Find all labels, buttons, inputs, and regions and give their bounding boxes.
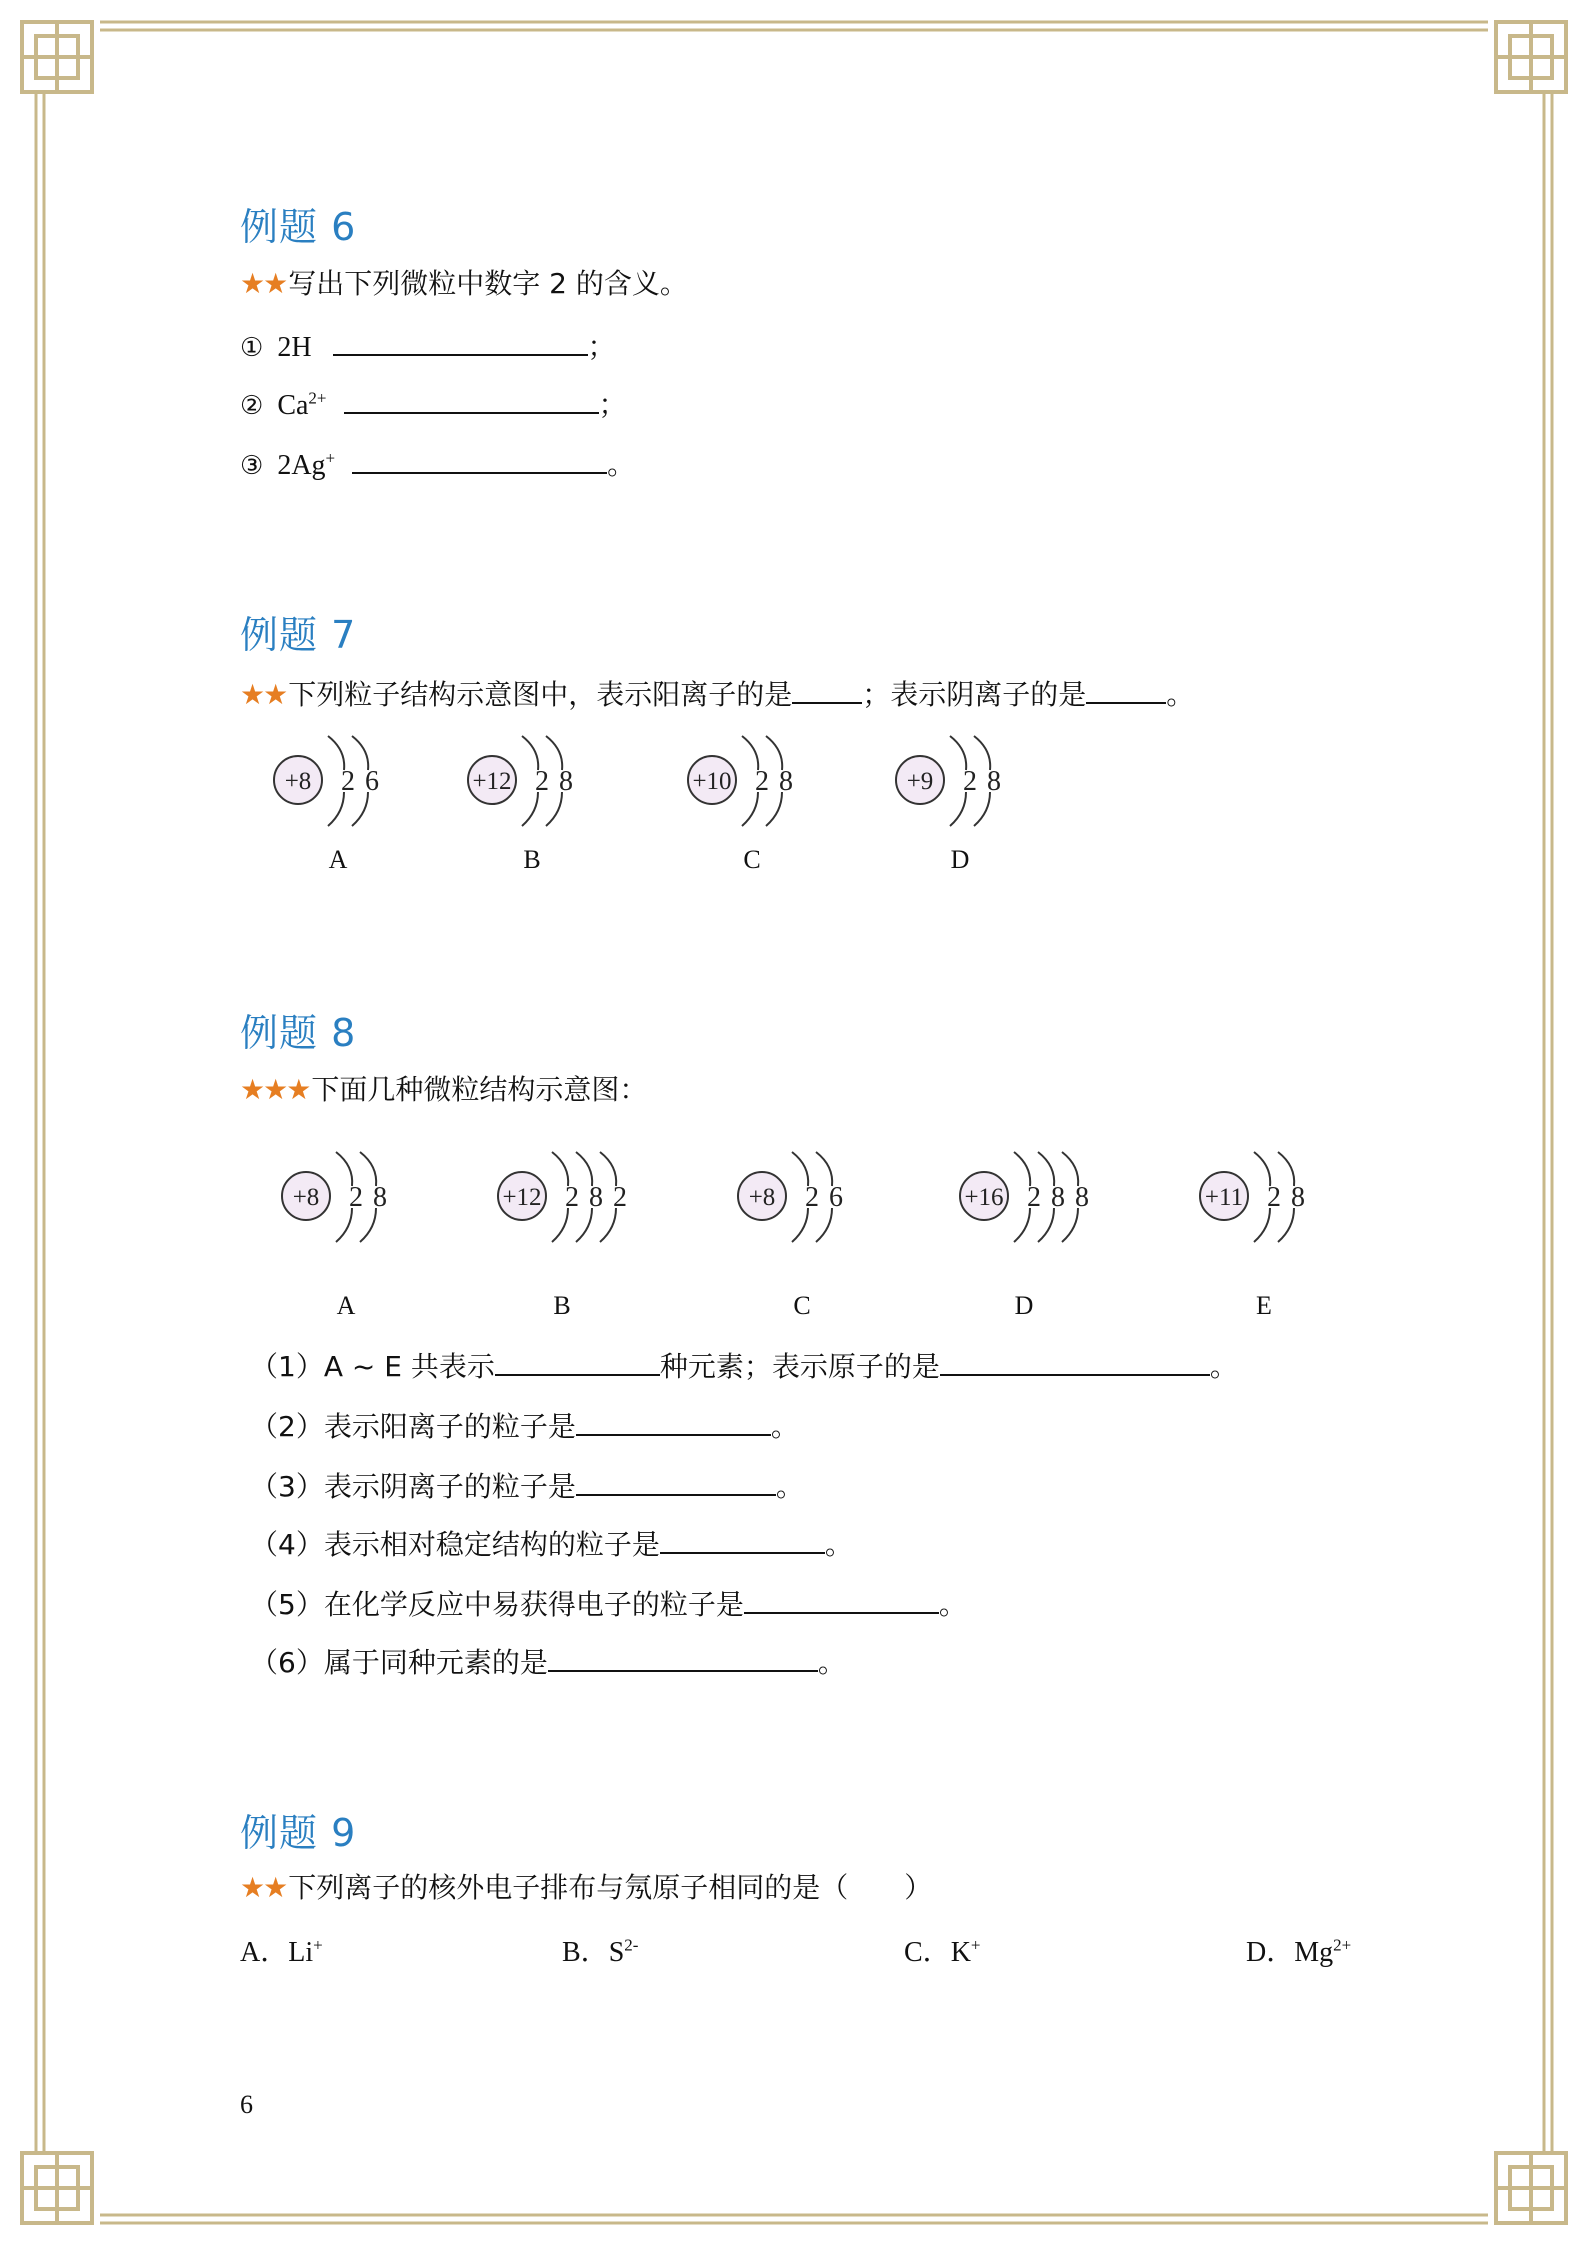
shell-arc-upper [792, 1152, 808, 1186]
q7-structure-diagrams [240, 720, 1140, 890]
answer-blank[interactable] [940, 1346, 1210, 1376]
q6-title: 例题 6 [240, 205, 357, 249]
superscript: + [325, 448, 336, 468]
q8-atom-a [282, 1152, 387, 1320]
q9-option-d[interactable] [1246, 1930, 1351, 1970]
shell-arc-upper [600, 1152, 616, 1186]
q8-sub-3 [250, 1466, 804, 1505]
q9-stem [240, 1870, 932, 1906]
shell-arc-lower [1038, 1208, 1054, 1242]
page-number: 6 [240, 2090, 253, 2119]
q6-item-2 [240, 384, 627, 424]
q6-item-1 [240, 326, 616, 366]
q8-sub-5 [250, 1584, 967, 1623]
q8-sub-4 [250, 1524, 853, 1563]
option-ion: K [950, 1937, 971, 1968]
q8-atom-b [498, 1152, 627, 1320]
atom-label: B [553, 1291, 571, 1320]
q9-stem-text: 下列离子的核外电子排布与氖原子相同的是（ ） [288, 1871, 933, 1904]
shell-electron-count: 2 [535, 766, 549, 797]
shell-arc-lower [792, 1208, 808, 1242]
punct: 。 [824, 1528, 853, 1561]
sub-text: 属于同种元素的是 [323, 1646, 548, 1679]
shell-arc-upper [352, 736, 368, 770]
shell-arc-lower [974, 792, 990, 826]
q8-atom-c [738, 1152, 843, 1320]
difficulty-stars: ★★ [240, 267, 287, 300]
shell-arc-lower [336, 1208, 352, 1242]
atom-label: C [743, 845, 761, 874]
option-key: B． [562, 1937, 609, 1968]
shell-electron-count: 2 [963, 766, 977, 797]
shell-electron-count: 6 [829, 1182, 843, 1213]
shell-arc-upper [766, 736, 782, 770]
answer-blank[interactable] [344, 384, 599, 414]
q9-title: 例题 9 [240, 1811, 357, 1855]
q7-atom-c [688, 736, 793, 874]
q8-sub-1 [250, 1346, 1238, 1385]
answer-blank[interactable] [548, 1642, 818, 1672]
shell-arc-lower [742, 792, 758, 826]
q9-option-b[interactable] [562, 1930, 638, 1970]
q6-stem-text: 写出下列微粒中数字 2 的含义。 [288, 267, 688, 300]
shell-electron-count: 2 [565, 1182, 579, 1213]
nucleus-charge: +8 [292, 1184, 320, 1211]
superscript: 2+ [308, 388, 327, 408]
shell-electron-count: 8 [1075, 1182, 1089, 1213]
option-key: C． [904, 1937, 951, 1968]
shell-arc-lower [600, 1208, 616, 1242]
shell-arc-lower [1014, 1208, 1030, 1242]
sub-text: 表示相对稳定结构的粒子是 [323, 1528, 660, 1561]
shell-arc-upper [360, 1152, 376, 1186]
option-key: A． [240, 1937, 289, 1968]
nucleus-charge: +10 [692, 768, 732, 795]
shell-electron-count: 8 [589, 1182, 603, 1213]
punct: 。 [1209, 1350, 1238, 1383]
superscript: 2+ [1333, 1935, 1352, 1955]
q6-item-3 [240, 444, 635, 484]
q7-atom-d [896, 736, 1001, 874]
q8-stem [240, 1072, 647, 1108]
shell-electron-count: 8 [987, 766, 1001, 797]
atom-label: C [793, 1291, 811, 1320]
shell-arc-lower [576, 1208, 592, 1242]
q7-stem [240, 674, 1194, 713]
punct: 。 [817, 1646, 846, 1679]
sub-text: 表示阴离子的粒子是 [323, 1470, 576, 1503]
atom-label: D [950, 845, 970, 874]
shell-electron-count: 8 [779, 766, 793, 797]
shell-arc-upper [1038, 1152, 1054, 1186]
corner-ornament-tr [1496, 22, 1566, 92]
shell-arc-upper [546, 736, 562, 770]
answer-blank[interactable] [352, 444, 607, 474]
atom-label: B [523, 845, 541, 874]
formula: 2Ag [277, 450, 326, 481]
punct: 。 [607, 450, 636, 481]
shell-electron-count: 6 [365, 766, 379, 797]
corner-ornament-bl [22, 2153, 92, 2223]
shell-arc-lower [950, 792, 966, 826]
difficulty-stars: ★★ [240, 678, 287, 711]
answer-blank[interactable] [1086, 674, 1166, 704]
shell-electron-count: 2 [341, 766, 355, 797]
superscript: 2- [624, 1935, 639, 1955]
answer-blank[interactable] [792, 674, 862, 704]
shell-arc-upper [522, 736, 538, 770]
q8-stem-text: 下面几种微粒结构示意图： [311, 1073, 648, 1106]
shell-arc-lower [1278, 1208, 1294, 1242]
shell-arc-lower [766, 792, 782, 826]
shell-arc-upper [1278, 1152, 1294, 1186]
punct: ； [587, 332, 616, 363]
option-ion: Mg [1294, 1937, 1334, 1968]
item-number: ② [240, 391, 264, 421]
nucleus-charge: +12 [502, 1184, 542, 1211]
shell-arc-upper [1254, 1152, 1270, 1186]
nucleus-charge: +11 [1204, 1184, 1244, 1211]
nucleus-charge: +8 [748, 1184, 776, 1211]
atom-label: D [1014, 1291, 1034, 1320]
nucleus-charge: +9 [906, 768, 934, 795]
sub-number: （1） [250, 1350, 324, 1383]
shell-arc-upper [816, 1152, 832, 1186]
formula: 2H [277, 332, 312, 363]
shell-arc-upper [336, 1152, 352, 1186]
answer-blank[interactable] [576, 1466, 776, 1496]
nucleus-charge: +16 [964, 1184, 1004, 1211]
sub-number: （6） [250, 1646, 324, 1679]
shell-electron-count: 2 [805, 1182, 819, 1213]
item-number: ③ [240, 451, 264, 481]
q7-title: 例题 7 [240, 613, 357, 657]
shell-arc-upper [950, 736, 966, 770]
item-number: ① [240, 333, 264, 363]
punct: 。 [770, 1410, 799, 1443]
shell-arc-lower [1254, 1208, 1270, 1242]
shell-electron-count: 8 [1291, 1182, 1305, 1213]
shell-electron-count: 2 [613, 1182, 627, 1213]
shell-electron-count: 8 [559, 766, 573, 797]
shell-arc-upper [1062, 1152, 1078, 1186]
answer-blank[interactable] [660, 1524, 825, 1554]
corner-ornament-br [1496, 2153, 1566, 2223]
q7-stem-text-a: 下列粒子结构示意图中，表示阳离子的是 [288, 678, 793, 711]
shell-electron-count: 2 [755, 766, 769, 797]
sub-number: （2） [250, 1410, 324, 1443]
shell-arc-lower [1062, 1208, 1078, 1242]
shell-electron-count: 8 [1051, 1182, 1065, 1213]
shell-arc-lower [360, 1208, 376, 1242]
shell-arc-lower [522, 792, 538, 826]
sub-number: （5） [250, 1588, 324, 1621]
option-ion: S [608, 1937, 625, 1968]
atom-label: A [328, 845, 348, 874]
shell-arc-lower [816, 1208, 832, 1242]
superscript: + [970, 1935, 981, 1955]
q8-atom-d [960, 1152, 1089, 1320]
shell-arc-upper [576, 1152, 592, 1186]
shell-electron-count: 8 [373, 1182, 387, 1213]
q7-atom-a [274, 736, 379, 874]
q8-title: 例题 8 [240, 1011, 357, 1055]
answer-blank[interactable] [576, 1406, 771, 1436]
sub-number: （3） [250, 1470, 324, 1503]
punct: 。 [938, 1588, 967, 1621]
sub-text: 表示阳离子的粒子是 [323, 1410, 576, 1443]
shell-arc-lower [352, 792, 368, 826]
difficulty-stars: ★★ [240, 1871, 287, 1904]
atom-label: A [336, 1291, 356, 1320]
q7-atom-b [468, 736, 573, 874]
q8-atom-e [1200, 1152, 1305, 1320]
q6-stem [240, 266, 688, 302]
option-key: D． [1246, 1937, 1295, 1968]
superscript: + [313, 1935, 323, 1955]
shell-arc-lower [546, 792, 562, 826]
shell-electron-count: 2 [1267, 1182, 1281, 1213]
shell-arc-lower [328, 792, 344, 826]
sub-text-a: A ~ E 共表示 [323, 1350, 495, 1383]
q8-structure-diagrams [240, 1128, 1370, 1328]
shell-arc-lower [552, 1208, 568, 1242]
punct: 。 [1166, 678, 1195, 711]
q7-stem-text-b: ；表示阴离子的是 [862, 678, 1087, 711]
shell-arc-upper [1014, 1152, 1030, 1186]
option-ion: Li [288, 1937, 314, 1968]
shell-electron-count: 2 [349, 1182, 363, 1213]
q9-option-c[interactable] [904, 1930, 981, 1970]
punct: 。 [775, 1470, 804, 1503]
shell-arc-upper [742, 736, 758, 770]
nucleus-charge: +8 [284, 768, 312, 795]
shell-arc-upper [974, 736, 990, 770]
sub-text: 在化学反应中易获得电子的粒子是 [323, 1588, 744, 1621]
q8-sub-6 [250, 1642, 846, 1681]
q8-sub-2 [250, 1406, 799, 1445]
answer-blank[interactable] [744, 1584, 939, 1614]
answer-blank[interactable] [495, 1346, 660, 1376]
formula: Ca [277, 390, 309, 421]
answer-blank[interactable] [333, 326, 588, 356]
difficulty-stars: ★★★ [240, 1073, 310, 1106]
sub-number: （4） [250, 1528, 324, 1561]
shell-arc-upper [328, 736, 344, 770]
atom-label: E [1256, 1291, 1272, 1320]
sub-text-b: 种元素；表示原子的是 [659, 1350, 940, 1383]
corner-ornament-tl [22, 22, 92, 92]
punct: ； [598, 390, 627, 421]
shell-electron-count: 2 [1027, 1182, 1041, 1213]
nucleus-charge: +12 [472, 768, 512, 795]
shell-arc-upper [552, 1152, 568, 1186]
q9-option-a[interactable] [240, 1930, 323, 1970]
